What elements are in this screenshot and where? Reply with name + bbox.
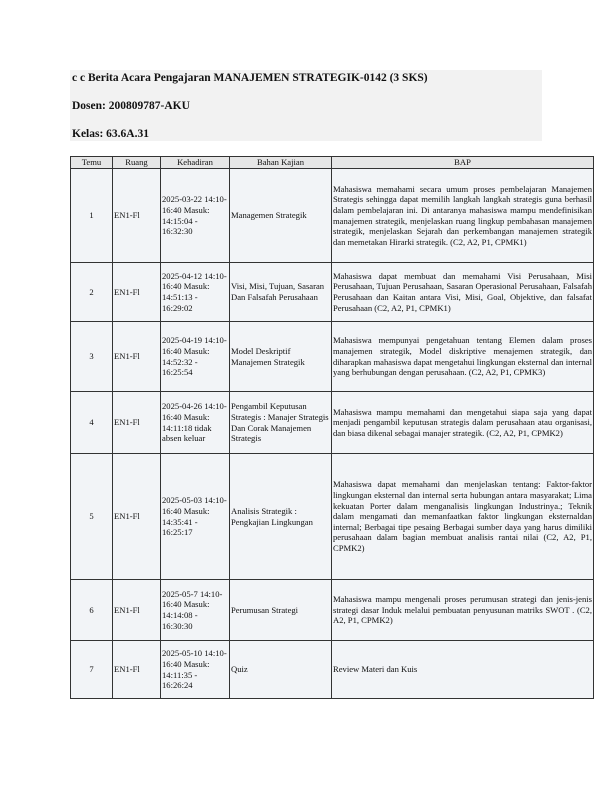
bap-cell: Mahasiswa memahami secara umum proses pembelajaran Manajemen Strategis sehingga dapat memilih langkah langkah strategis guna berhasil dalam pembelajaran ini. Di antaranya mahasiswa mampu mendefinisikan manajemen strategik, menjelaskan ruang lingkup pembahasan manajemen strategik, menjelaskan Sejarah dan perkembangan manajemen strategik dan memetakan Hirarki strategik. (C2, A2, P1, CPMK1) [332,169,594,263]
ruang-cell: EN1-Fl [113,580,161,641]
bahan-kajian-cell: Analisis Strategik : Pengkajian Lingkungan [230,454,332,580]
temu-cell: 1 [71,169,113,263]
class-label: Kelas: 63.6A.31 [72,128,149,140]
column-header-bap: BAP [332,157,594,169]
bap-cell: Review Materi dan Kuis [332,641,594,699]
bahan-kajian-cell: Model Deskriptif Manajemen Strategik [230,322,332,392]
kehadiran-cell: 2025-04-26 14:10-16:40 Masuk: 14:11:18 tidak absen keluar [161,392,230,454]
table-row [71,454,594,580]
bap-cell: Mahasiswa mampu memahami dan mengetahui siapa saja yang dapat menjadi pengambil keputusan strategis dalam perusahaan atau organisasi, dan biasa dikenal sebagai manajer strategik. (C2, A2, P1, CPMK2) [332,392,594,454]
table-row [71,169,594,263]
temu-cell: 5 [71,454,113,580]
kehadiran-cell: 2025-05-10 14:10-16:40 Masuk: 14:11:35 - 16:26:24 [161,641,230,699]
table-row [71,641,594,699]
bahan-kajian-cell: Managemen Strategik [230,169,332,263]
table-row [71,322,594,392]
ruang-cell: EN1-Fl [113,169,161,263]
bahan-kajian-cell: Visi, Misi, Tujuan, Sasaran Dan Falsafah Perusahaan [230,263,332,322]
column-header-bahan-kajian: Bahan Kajian [230,157,332,169]
temu-cell: 2 [71,263,113,322]
bahan-kajian-cell: Pengambil Keputusan Strategis : Manajer Strategis Dan Corak Manajemen Strategis [230,392,332,454]
kehadiran-cell: 2025-03-22 14:10-16:40 Masuk: 14:15:04 - 16:32:30 [161,169,230,263]
bahan-kajian-cell: Perumusan Strategi [230,580,332,641]
kehadiran-cell: 2025-05-03 14:10-16:40 Masuk: 14:35:41 - 16:25:17 [161,454,230,580]
temu-cell: 4 [71,392,113,454]
ruang-cell: EN1-Fl [113,263,161,322]
temu-cell: 7 [71,641,113,699]
ruang-cell: EN1-Fl [113,392,161,454]
bap-cell: Mahasiswa mempunyai pengetahuan tentang Elemen dalam proses manajemen strategik, Model diskriptive menajemen strategik, dan diharapkan mahasiswa dapat mengetahui lingkungan eksternal dan internal yang berhubungan dengan perusahaan. (C2, A2, P1, CPMK3) [332,322,594,392]
ruang-cell: EN1-Fl [113,322,161,392]
column-header-temu: Temu [71,157,113,169]
temu-cell: 3 [71,322,113,392]
table-row [71,263,594,322]
bap-table [70,156,594,699]
table-header-row [71,157,594,169]
column-header-kehadiran: Kehadiran [161,157,230,169]
column-header-ruang: Ruang [113,157,161,169]
temu-cell: 6 [71,580,113,641]
lecturer-label: Dosen: 200809787-AKU [72,100,190,112]
kehadiran-cell: 2025-04-12 14:10-16:40 Masuk: 14:51:13 - 16:29:02 [161,263,230,322]
bahan-kajian-cell: Quiz [230,641,332,699]
table-row [71,392,594,454]
kehadiran-cell: 2025-04-19 14:10-16:40 Masuk: 14:52:32 - 16:25:54 [161,322,230,392]
ruang-cell: EN1-Fl [113,641,161,699]
bap-cell: Mahasiswa dapat membuat dan memahami Visi Perusahaan, Misi Perusahaan, Tujuan Perusahaan, Sasaran Operasional Perusahaan, Falsafah Perusahaan dan Kaitan antara Visi, Misi, Goal, Objektive, dan falsafat Perusahaan (C2, A2, P1, CPMK1) [332,263,594,322]
document-title: c c Berita Acara Pengajaran MANAJEMEN STRATEGIK-0142 (3 SKS) [72,72,428,84]
kehadiran-cell: 2025-05-7 14:10-16:40 Masuk: 14:14:08 - 16:30:30 [161,580,230,641]
bap-cell: Mahasiswa dapat memahami dan menjelaskan tentang: Faktor-faktor lingkungan eksternal dan internal serta hubungan antara masyarakat; Lima kekuatan Porter dalam menganalisis lingkungan Industrinya.; Teknik dalam mengamati dan memanfaatkan faktor lingkungan eksternaldan internal; Berbagai tipe pesaing Berbagai sumber daya yang harus dimiliki perusahaan dalam bagian membuat analisis rantai nilai (C2, A2, P1, CPMK2) [332,454,594,580]
bap-cell: Mahasiswa mampu mengenali proses perumusan strategi dan jenis-jenis strategi dasar Induk melalui pembuatan penyusunan matriks SWOT . (C2, A2, P1, CPMK2) [332,580,594,641]
ruang-cell: EN1-Fl [113,454,161,580]
table-row [71,580,594,641]
